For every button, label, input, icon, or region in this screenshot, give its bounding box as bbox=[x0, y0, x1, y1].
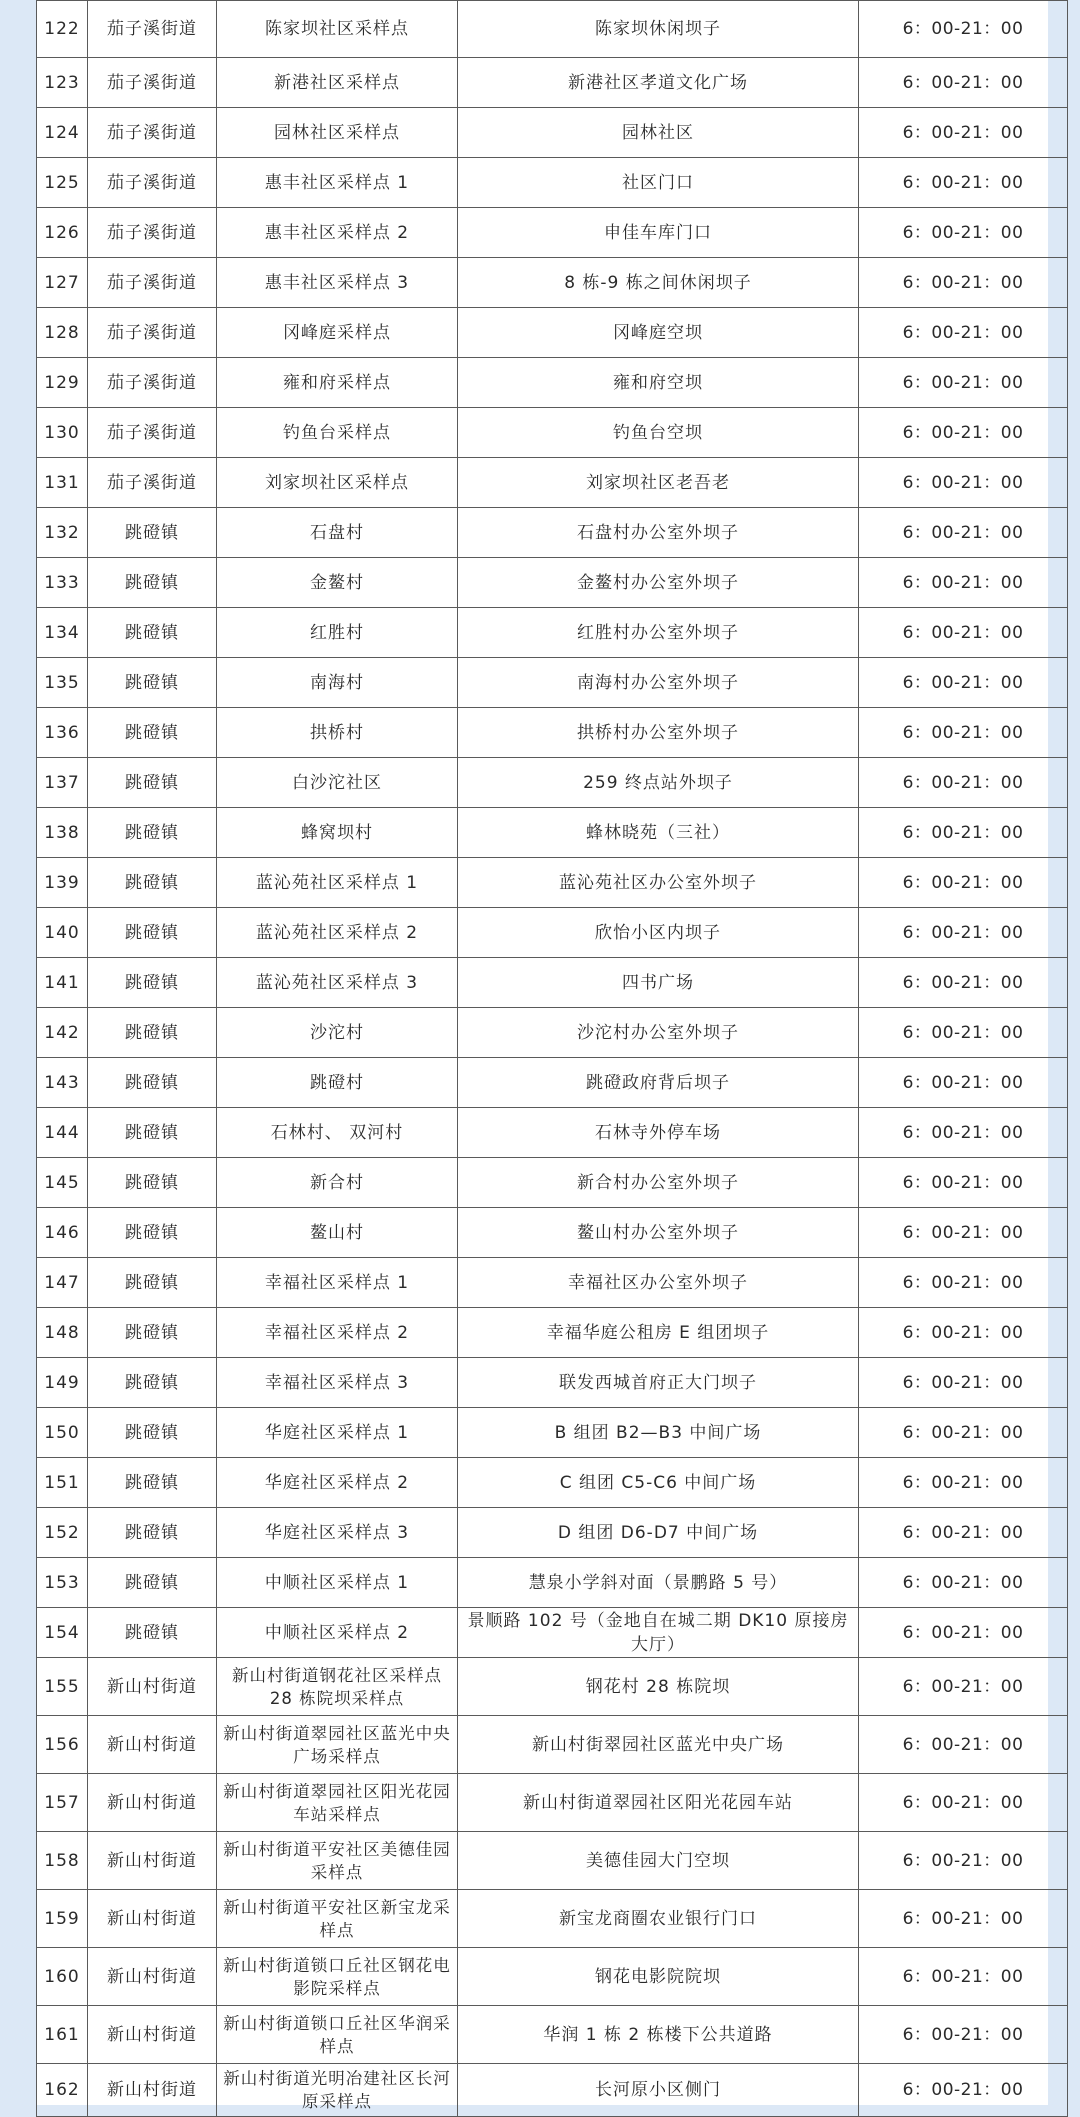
hours-cell: 6：00-21：00 bbox=[859, 208, 1068, 258]
location-cell: 陈家坝休闲坝子 bbox=[458, 1, 859, 58]
sampling-point-cell: 蓝沁苑社区采样点 3 bbox=[217, 958, 458, 1008]
street-cell: 新山村街道 bbox=[88, 2006, 217, 2064]
street-cell: 跳磴镇 bbox=[88, 1458, 217, 1508]
location-cell: 慧泉小学斜对面（景鹏路 5 号） bbox=[458, 1558, 859, 1608]
row-number-cell: 122 bbox=[37, 1, 88, 58]
sampling-point-cell: 惠丰社区采样点 3 bbox=[217, 258, 458, 308]
sampling-point-cell: 幸福社区采样点 3 bbox=[217, 1358, 458, 1408]
street-cell: 跳磴镇 bbox=[88, 558, 217, 608]
table-row bbox=[37, 1832, 1068, 1890]
sampling-point-cell: 新港社区采样点 bbox=[217, 58, 458, 108]
location-cell: 钢花电影院院坝 bbox=[458, 1948, 859, 2006]
table-row bbox=[37, 158, 1068, 208]
street-cell: 新山村街道 bbox=[88, 1890, 217, 1948]
street-cell: 跳磴镇 bbox=[88, 1058, 217, 1108]
sampling-point-cell: 鳌山村 bbox=[217, 1208, 458, 1258]
street-cell: 茄子溪街道 bbox=[88, 408, 217, 458]
table-row bbox=[37, 408, 1068, 458]
row-number-cell: 150 bbox=[37, 1408, 88, 1458]
hours-cell: 6：00-21：00 bbox=[859, 508, 1068, 558]
location-cell: 幸福华庭公租房 E 组团坝子 bbox=[458, 1308, 859, 1358]
table-row bbox=[37, 208, 1068, 258]
row-number-cell: 159 bbox=[37, 1890, 88, 1948]
location-cell: 欣怡小区内坝子 bbox=[458, 908, 859, 958]
location-cell: 四书广场 bbox=[458, 958, 859, 1008]
hours-cell: 6：00-21：00 bbox=[859, 608, 1068, 658]
street-cell: 茄子溪街道 bbox=[88, 258, 217, 308]
table-row bbox=[37, 108, 1068, 158]
street-cell: 跳磴镇 bbox=[88, 758, 217, 808]
street-cell: 跳磴镇 bbox=[88, 1008, 217, 1058]
street-cell: 茄子溪街道 bbox=[88, 1, 217, 58]
table-row bbox=[37, 608, 1068, 658]
sampling-point-cell: 蓝沁苑社区采样点 1 bbox=[217, 858, 458, 908]
sampling-point-cell: 新山村街道平安社区新宝龙采样点 bbox=[217, 1890, 458, 1948]
hours-cell: 6：00-21：00 bbox=[859, 1458, 1068, 1508]
row-number-cell: 124 bbox=[37, 108, 88, 158]
sampling-point-cell: 石盘村 bbox=[217, 508, 458, 558]
hours-cell: 6：00-21：00 bbox=[859, 2006, 1068, 2064]
row-number-cell: 128 bbox=[37, 308, 88, 358]
sampling-points-table bbox=[36, 0, 1068, 2117]
location-cell: 长河原小区侧门 bbox=[458, 2064, 859, 2117]
location-cell: 8 栋-9 栋之间休闲坝子 bbox=[458, 258, 859, 308]
hours-cell: 6：00-21：00 bbox=[859, 1008, 1068, 1058]
location-cell: 联发西城首府正大门坝子 bbox=[458, 1358, 859, 1408]
hours-cell: 6：00-21：00 bbox=[859, 908, 1068, 958]
street-cell: 跳磴镇 bbox=[88, 1608, 217, 1658]
table-row bbox=[37, 1408, 1068, 1458]
street-cell: 跳磴镇 bbox=[88, 908, 217, 958]
hours-cell: 6：00-21：00 bbox=[859, 258, 1068, 308]
street-cell: 新山村街道 bbox=[88, 1658, 217, 1716]
location-cell: 新山村街道翠园社区阳光花园车站 bbox=[458, 1774, 859, 1832]
street-cell: 跳磴镇 bbox=[88, 1308, 217, 1358]
hours-cell: 6：00-21：00 bbox=[859, 1358, 1068, 1408]
row-number-cell: 148 bbox=[37, 1308, 88, 1358]
table-row bbox=[37, 1308, 1068, 1358]
location-cell: 259 终点站外坝子 bbox=[458, 758, 859, 808]
row-number-cell: 147 bbox=[37, 1258, 88, 1308]
table-row bbox=[37, 1008, 1068, 1058]
table-row bbox=[37, 1, 1068, 58]
sampling-point-cell: 南海村 bbox=[217, 658, 458, 708]
row-number-cell: 154 bbox=[37, 1608, 88, 1658]
location-cell: 蓝沁苑社区办公室外坝子 bbox=[458, 858, 859, 908]
street-cell: 跳磴镇 bbox=[88, 808, 217, 858]
sampling-point-cell: 惠丰社区采样点 2 bbox=[217, 208, 458, 258]
street-cell: 茄子溪街道 bbox=[88, 458, 217, 508]
location-cell: 石林寺外停车场 bbox=[458, 1108, 859, 1158]
table-row bbox=[37, 808, 1068, 858]
sampling-point-cell: 石林村、 双河村 bbox=[217, 1108, 458, 1158]
sampling-point-cell: 刘家坝社区采样点 bbox=[217, 458, 458, 508]
hours-cell: 6：00-21：00 bbox=[859, 2064, 1068, 2117]
table-row bbox=[37, 1658, 1068, 1716]
sampling-point-cell: 新山村街道平安社区美德佳园采样点 bbox=[217, 1832, 458, 1890]
hours-cell: 6：00-21：00 bbox=[859, 1608, 1068, 1658]
sampling-point-cell: 沙沱村 bbox=[217, 1008, 458, 1058]
sampling-point-cell: 陈家坝社区采样点 bbox=[217, 1, 458, 58]
street-cell: 跳磴镇 bbox=[88, 1508, 217, 1558]
location-cell: C 组团 C5-C6 中间广场 bbox=[458, 1458, 859, 1508]
table-row bbox=[37, 2006, 1068, 2064]
hours-cell: 6：00-21：00 bbox=[859, 358, 1068, 408]
location-cell: 红胜村办公室外坝子 bbox=[458, 608, 859, 658]
table-row bbox=[37, 658, 1068, 708]
hours-cell: 6：00-21：00 bbox=[859, 1308, 1068, 1358]
street-cell: 茄子溪街道 bbox=[88, 308, 217, 358]
location-cell: 景顺路 102 号（金地自在城二期 DK10 原接房大厅） bbox=[458, 1608, 859, 1658]
hours-cell: 6：00-21：00 bbox=[859, 108, 1068, 158]
location-cell: 幸福社区办公室外坝子 bbox=[458, 1258, 859, 1308]
table-row bbox=[37, 958, 1068, 1008]
table-row bbox=[37, 1158, 1068, 1208]
location-cell: 石盘村办公室外坝子 bbox=[458, 508, 859, 558]
street-cell: 跳磴镇 bbox=[88, 858, 217, 908]
row-number-cell: 152 bbox=[37, 1508, 88, 1558]
row-number-cell: 145 bbox=[37, 1158, 88, 1208]
table-row bbox=[37, 2064, 1068, 2117]
hours-cell: 6：00-21：00 bbox=[859, 758, 1068, 808]
location-cell: B 组团 B2—B3 中间广场 bbox=[458, 1408, 859, 1458]
row-number-cell: 138 bbox=[37, 808, 88, 858]
location-cell: 跳磴政府背后坝子 bbox=[458, 1058, 859, 1108]
hours-cell: 6：00-21：00 bbox=[859, 158, 1068, 208]
sampling-point-cell: 冈峰庭采样点 bbox=[217, 308, 458, 358]
hours-cell: 6：00-21：00 bbox=[859, 1658, 1068, 1716]
street-cell: 跳磴镇 bbox=[88, 1358, 217, 1408]
table-row bbox=[37, 858, 1068, 908]
row-number-cell: 129 bbox=[37, 358, 88, 408]
hours-cell: 6：00-21：00 bbox=[859, 708, 1068, 758]
table-row bbox=[37, 1774, 1068, 1832]
location-cell: D 组团 D6-D7 中间广场 bbox=[458, 1508, 859, 1558]
street-cell: 跳磴镇 bbox=[88, 1558, 217, 1608]
street-cell: 跳磴镇 bbox=[88, 1158, 217, 1208]
street-cell: 新山村街道 bbox=[88, 1774, 217, 1832]
street-cell: 新山村街道 bbox=[88, 1948, 217, 2006]
sampling-point-cell: 华庭社区采样点 1 bbox=[217, 1408, 458, 1458]
sampling-point-cell: 白沙沱社区 bbox=[217, 758, 458, 808]
row-number-cell: 136 bbox=[37, 708, 88, 758]
hours-cell: 6：00-21：00 bbox=[859, 1890, 1068, 1948]
location-cell: 申佳车库门口 bbox=[458, 208, 859, 258]
sampling-point-cell: 拱桥村 bbox=[217, 708, 458, 758]
row-number-cell: 146 bbox=[37, 1208, 88, 1258]
street-cell: 跳磴镇 bbox=[88, 958, 217, 1008]
table-row bbox=[37, 1058, 1068, 1108]
sampling-point-cell: 华庭社区采样点 3 bbox=[217, 1508, 458, 1558]
table-row bbox=[37, 1558, 1068, 1608]
sampling-point-cell: 雍和府采样点 bbox=[217, 358, 458, 408]
sampling-point-cell: 惠丰社区采样点 1 bbox=[217, 158, 458, 208]
street-cell: 茄子溪街道 bbox=[88, 108, 217, 158]
hours-cell: 6：00-21：00 bbox=[859, 1408, 1068, 1458]
table-row bbox=[37, 308, 1068, 358]
table-row bbox=[37, 358, 1068, 408]
row-number-cell: 142 bbox=[37, 1008, 88, 1058]
location-cell: 新山村街翠园社区蓝光中央广场 bbox=[458, 1716, 859, 1774]
sampling-point-cell: 华庭社区采样点 2 bbox=[217, 1458, 458, 1508]
table-row bbox=[37, 1716, 1068, 1774]
row-number-cell: 130 bbox=[37, 408, 88, 458]
street-cell: 跳磴镇 bbox=[88, 1408, 217, 1458]
sampling-point-cell: 新山村街道锁口丘社区钢花电影院采样点 bbox=[217, 1948, 458, 2006]
sampling-point-cell: 钓鱼台采样点 bbox=[217, 408, 458, 458]
table-row bbox=[37, 758, 1068, 808]
table-row bbox=[37, 1358, 1068, 1408]
row-number-cell: 155 bbox=[37, 1658, 88, 1716]
location-cell: 新宝龙商圈农业银行门口 bbox=[458, 1890, 859, 1948]
sampling-point-cell: 金鳌村 bbox=[217, 558, 458, 608]
hours-cell: 6：00-21：00 bbox=[859, 58, 1068, 108]
table-row bbox=[37, 558, 1068, 608]
hours-cell: 6：00-21：00 bbox=[859, 1774, 1068, 1832]
sampling-point-cell: 中顺社区采样点 2 bbox=[217, 1608, 458, 1658]
sampling-point-cell: 新山村街道锁口丘社区华润采样点 bbox=[217, 2006, 458, 2064]
table-row bbox=[37, 1208, 1068, 1258]
location-cell: 社区门口 bbox=[458, 158, 859, 208]
hours-cell: 6：00-21：00 bbox=[859, 458, 1068, 508]
hours-cell: 6：00-21：00 bbox=[859, 1158, 1068, 1208]
hours-cell: 6：00-21：00 bbox=[859, 858, 1068, 908]
row-number-cell: 127 bbox=[37, 258, 88, 308]
hours-cell: 6：00-21：00 bbox=[859, 1, 1068, 58]
row-number-cell: 153 bbox=[37, 1558, 88, 1608]
location-cell: 冈峰庭空坝 bbox=[458, 308, 859, 358]
location-cell: 新合村办公室外坝子 bbox=[458, 1158, 859, 1208]
table-body bbox=[37, 1, 1068, 2117]
table-row bbox=[37, 508, 1068, 558]
hours-cell: 6：00-21：00 bbox=[859, 1508, 1068, 1558]
location-cell: 钢花村 28 栋院坝 bbox=[458, 1658, 859, 1716]
street-cell: 新山村街道 bbox=[88, 1716, 217, 1774]
row-number-cell: 139 bbox=[37, 858, 88, 908]
table-row bbox=[37, 458, 1068, 508]
sampling-point-cell: 新山村街道翠园社区阳光花园车站采样点 bbox=[217, 1774, 458, 1832]
row-number-cell: 156 bbox=[37, 1716, 88, 1774]
table-row bbox=[37, 58, 1068, 108]
street-cell: 跳磴镇 bbox=[88, 1208, 217, 1258]
location-cell: 南海村办公室外坝子 bbox=[458, 658, 859, 708]
hours-cell: 6：00-21：00 bbox=[859, 808, 1068, 858]
row-number-cell: 143 bbox=[37, 1058, 88, 1108]
row-number-cell: 158 bbox=[37, 1832, 88, 1890]
row-number-cell: 132 bbox=[37, 508, 88, 558]
street-cell: 茄子溪街道 bbox=[88, 358, 217, 408]
sampling-point-cell: 蜂窝坝村 bbox=[217, 808, 458, 858]
location-cell: 拱桥村办公室外坝子 bbox=[458, 708, 859, 758]
hours-cell: 6：00-21：00 bbox=[859, 1108, 1068, 1158]
table-row bbox=[37, 1508, 1068, 1558]
table-row bbox=[37, 1890, 1068, 1948]
location-cell: 蜂林晓苑（三社） bbox=[458, 808, 859, 858]
hours-cell: 6：00-21：00 bbox=[859, 1058, 1068, 1108]
location-cell: 美德佳园大门空坝 bbox=[458, 1832, 859, 1890]
sampling-point-cell: 中顺社区采样点 1 bbox=[217, 1558, 458, 1608]
hours-cell: 6：00-21：00 bbox=[859, 408, 1068, 458]
street-cell: 新山村街道 bbox=[88, 1832, 217, 1890]
location-cell: 鳌山村办公室外坝子 bbox=[458, 1208, 859, 1258]
sampling-point-cell: 红胜村 bbox=[217, 608, 458, 658]
street-cell: 跳磴镇 bbox=[88, 1258, 217, 1308]
street-cell: 跳磴镇 bbox=[88, 1108, 217, 1158]
hours-cell: 6：00-21：00 bbox=[859, 308, 1068, 358]
street-cell: 跳磴镇 bbox=[88, 658, 217, 708]
row-number-cell: 135 bbox=[37, 658, 88, 708]
sampling-point-cell: 幸福社区采样点 1 bbox=[217, 1258, 458, 1308]
sampling-point-cell: 新合村 bbox=[217, 1158, 458, 1208]
hours-cell: 6：00-21：00 bbox=[859, 1832, 1068, 1890]
sampling-point-cell: 蓝沁苑社区采样点 2 bbox=[217, 908, 458, 958]
row-number-cell: 161 bbox=[37, 2006, 88, 2064]
hours-cell: 6：00-21：00 bbox=[859, 1258, 1068, 1308]
table-row bbox=[37, 1948, 1068, 2006]
location-cell: 金鳌村办公室外坝子 bbox=[458, 558, 859, 608]
sampling-point-cell: 新山村街道翠园社区蓝光中央广场采样点 bbox=[217, 1716, 458, 1774]
table-row bbox=[37, 1258, 1068, 1308]
street-cell: 跳磴镇 bbox=[88, 608, 217, 658]
street-cell: 跳磴镇 bbox=[88, 708, 217, 758]
street-cell: 茄子溪街道 bbox=[88, 58, 217, 108]
hours-cell: 6：00-21：00 bbox=[859, 1716, 1068, 1774]
row-number-cell: 151 bbox=[37, 1458, 88, 1508]
sampling-point-cell: 幸福社区采样点 2 bbox=[217, 1308, 458, 1358]
row-number-cell: 162 bbox=[37, 2064, 88, 2117]
row-number-cell: 144 bbox=[37, 1108, 88, 1158]
row-number-cell: 126 bbox=[37, 208, 88, 258]
street-cell: 茄子溪街道 bbox=[88, 158, 217, 208]
table-row bbox=[37, 908, 1068, 958]
sampling-point-cell: 新山村街道钢花社区采样点 28 栋院坝采样点 bbox=[217, 1658, 458, 1716]
row-number-cell: 140 bbox=[37, 908, 88, 958]
sampling-point-cell: 新山村街道光明冶建社区长河原采样点 bbox=[217, 2064, 458, 2117]
row-number-cell: 125 bbox=[37, 158, 88, 208]
location-cell: 沙沱村办公室外坝子 bbox=[458, 1008, 859, 1058]
location-cell: 钓鱼台空坝 bbox=[458, 408, 859, 458]
row-number-cell: 134 bbox=[37, 608, 88, 658]
hours-cell: 6：00-21：00 bbox=[859, 1208, 1068, 1258]
row-number-cell: 157 bbox=[37, 1774, 88, 1832]
row-number-cell: 160 bbox=[37, 1948, 88, 2006]
location-cell: 新港社区孝道文化广场 bbox=[458, 58, 859, 108]
hours-cell: 6：00-21：00 bbox=[859, 1558, 1068, 1608]
sampling-point-cell: 园林社区采样点 bbox=[217, 108, 458, 158]
row-number-cell: 131 bbox=[37, 458, 88, 508]
hours-cell: 6：00-21：00 bbox=[859, 658, 1068, 708]
hours-cell: 6：00-21：00 bbox=[859, 558, 1068, 608]
row-number-cell: 141 bbox=[37, 958, 88, 1008]
location-cell: 刘家坝社区老吾老 bbox=[458, 458, 859, 508]
hours-cell: 6：00-21：00 bbox=[859, 958, 1068, 1008]
location-cell: 雍和府空坝 bbox=[458, 358, 859, 408]
sampling-point-cell: 跳磴村 bbox=[217, 1058, 458, 1108]
street-cell: 跳磴镇 bbox=[88, 508, 217, 558]
hours-cell: 6：00-21：00 bbox=[859, 1948, 1068, 2006]
table-row bbox=[37, 1608, 1068, 1658]
street-cell: 茄子溪街道 bbox=[88, 208, 217, 258]
row-number-cell: 149 bbox=[37, 1358, 88, 1408]
table-row bbox=[37, 1108, 1068, 1158]
table-row bbox=[37, 708, 1068, 758]
location-cell: 华润 1 栋 2 栋楼下公共道路 bbox=[458, 2006, 859, 2064]
row-number-cell: 137 bbox=[37, 758, 88, 808]
location-cell: 园林社区 bbox=[458, 108, 859, 158]
row-number-cell: 123 bbox=[37, 58, 88, 108]
table-row bbox=[37, 1458, 1068, 1508]
row-number-cell: 133 bbox=[37, 558, 88, 608]
street-cell: 新山村街道 bbox=[88, 2064, 217, 2117]
table-row bbox=[37, 258, 1068, 308]
